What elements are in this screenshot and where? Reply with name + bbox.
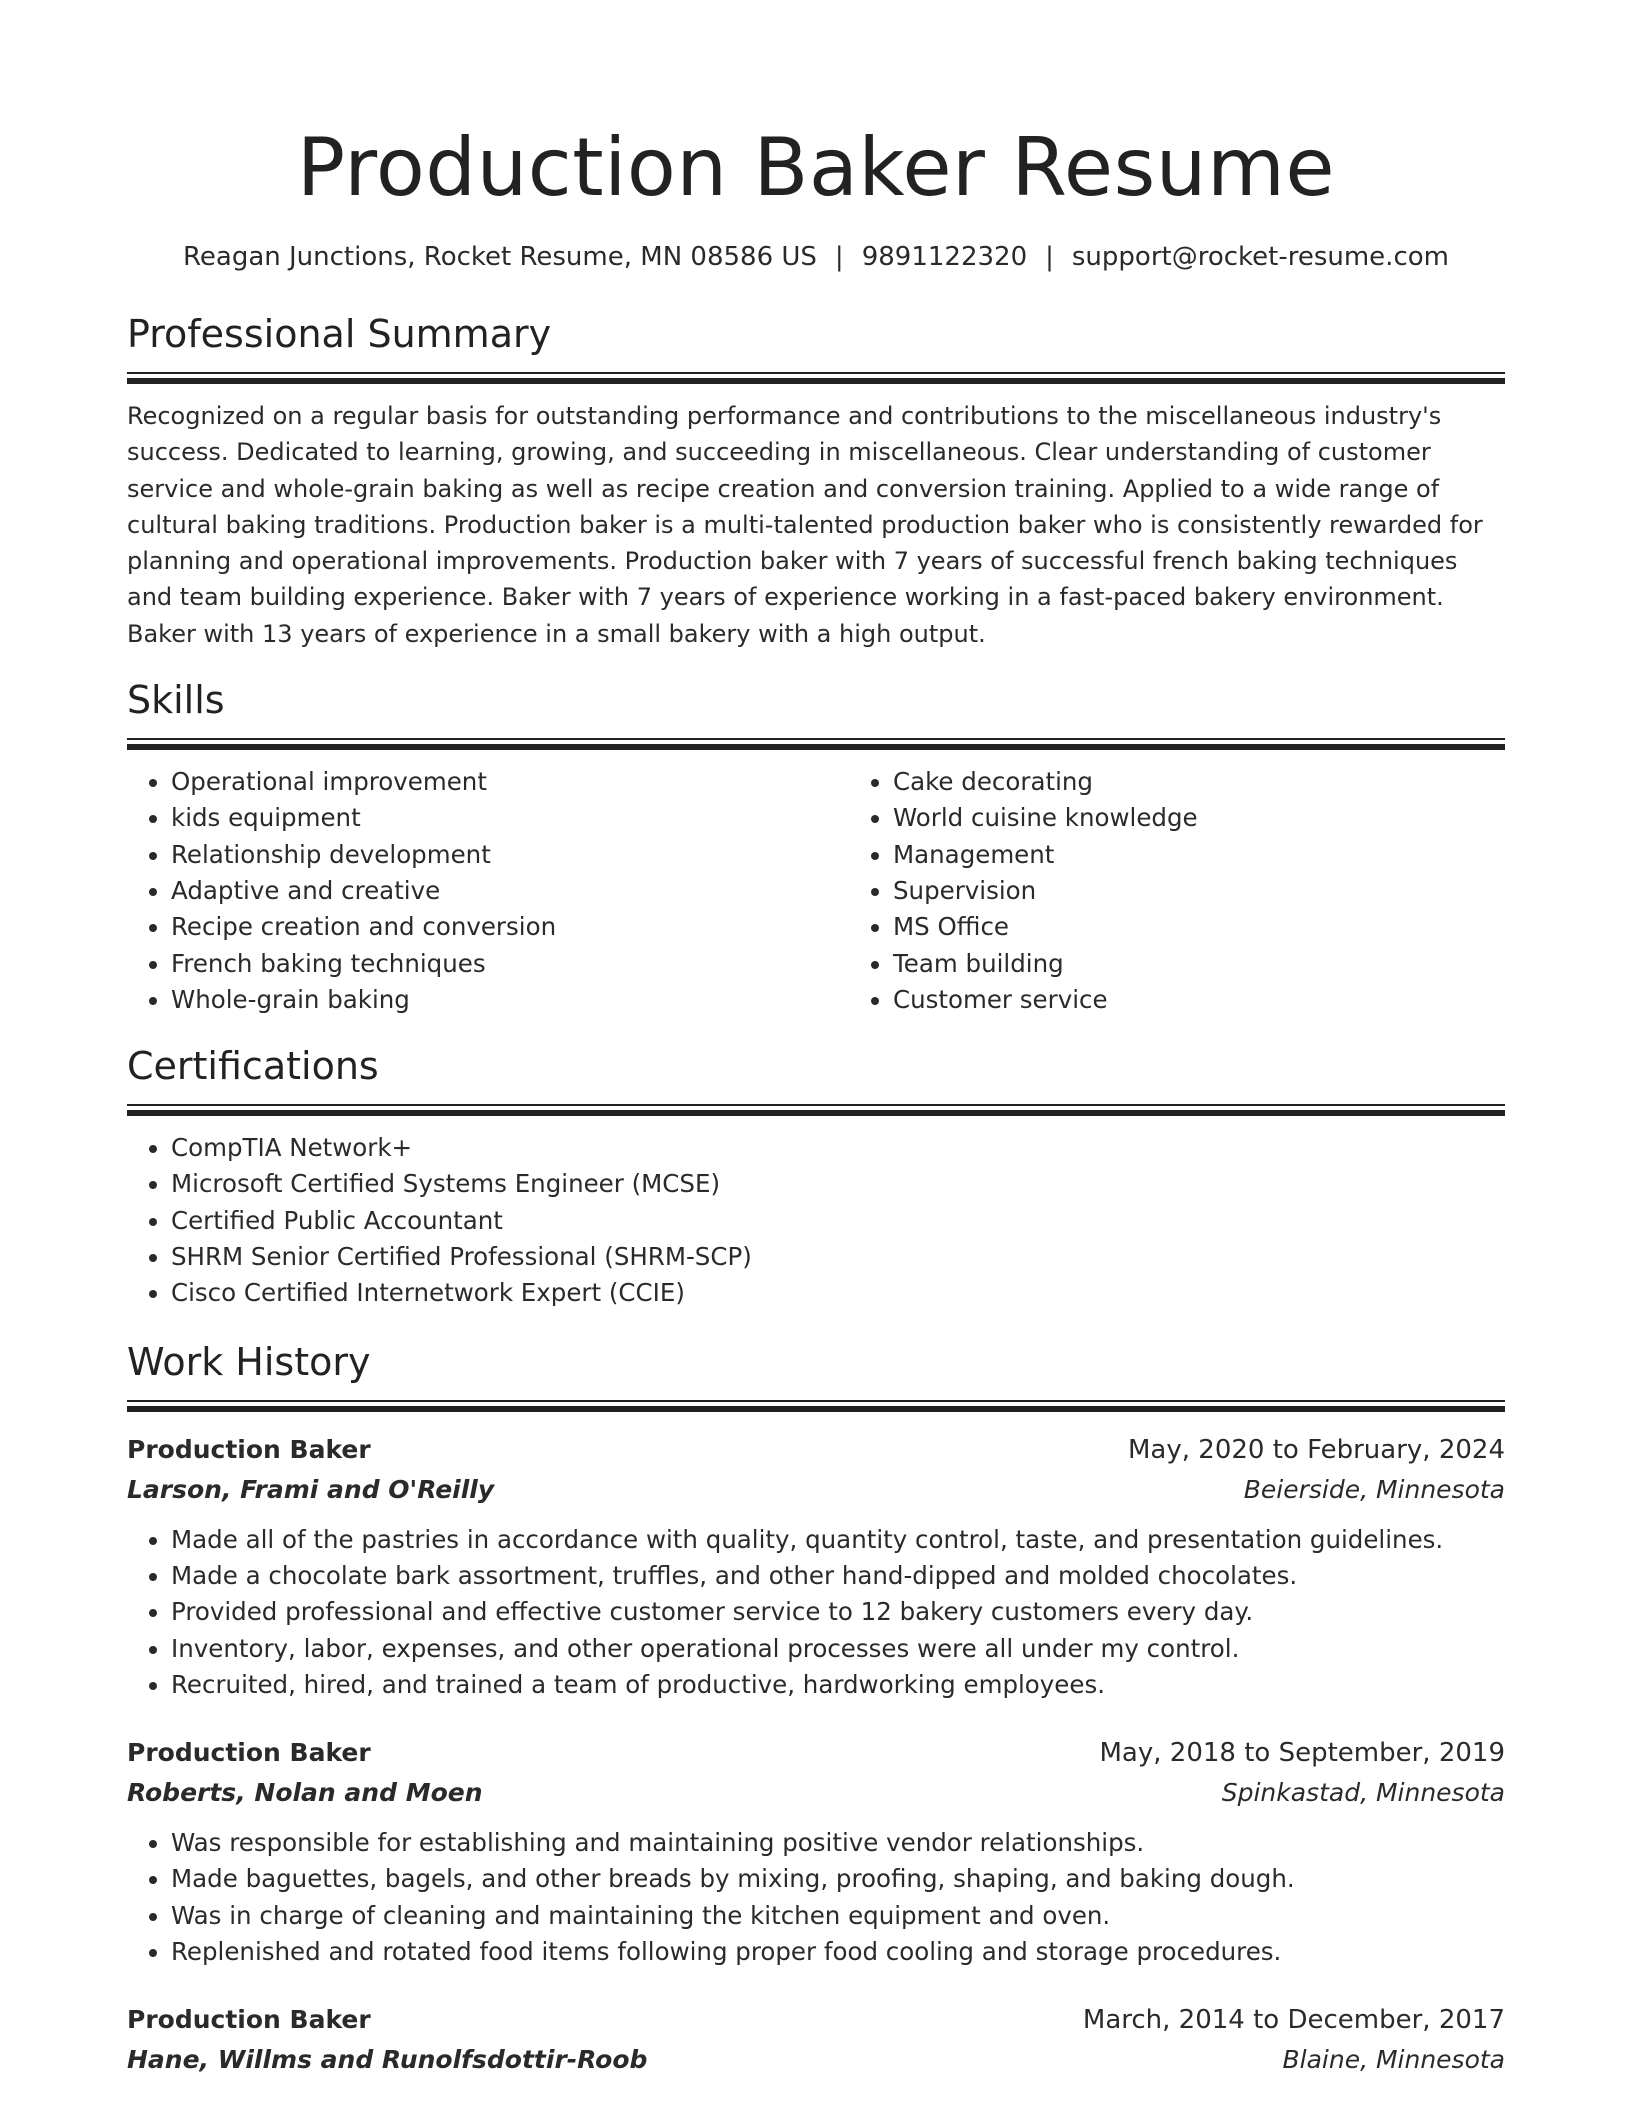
job-duty-item: • Made all of the pastries in accordance with quality, quantity control, taste, and presentation guidelines. (171, 1522, 1505, 1558)
job-company: Roberts, Nolan and Moen (127, 1778, 483, 1808)
job-duty-item: • Replenished and rotated food items following proper food cooling and storage procedures. (171, 1934, 1505, 1970)
job-duty-item: • Provided professional and effective customer service to 12 bakery customers every day. (171, 1594, 1505, 1630)
work-history-section (127, 1338, 1505, 2081)
section-heading-summary: Professional Summary (127, 312, 552, 356)
contact-address: Reagan Junctions, Rocket Resume, MN 08586 US (183, 242, 817, 272)
contact-email: support@rocket-resume.com (1071, 242, 1449, 272)
job-location: Blaine, Minnesota (1282, 2045, 1505, 2075)
certifications-list (127, 1130, 1505, 1311)
job-title: Production Baker (127, 2005, 371, 2035)
job-entry (127, 1430, 1505, 1703)
job-dates: March, 2014 to December, 2017 (1082, 2005, 1505, 2036)
job-subheader-row (127, 1773, 1505, 1813)
job-header-row (127, 1430, 1505, 1470)
skill-item: • Recipe creation and conversion (171, 909, 849, 945)
skill-item: • Supervision (893, 873, 1571, 909)
job-dates: May, 2020 to February, 2024 (1128, 1434, 1505, 1465)
certification-item: • CompTIA Network+ (171, 1130, 1505, 1166)
skills-grid (127, 750, 1505, 1018)
section-divider (127, 372, 1505, 384)
contact-separator: | (1045, 242, 1054, 272)
skill-item: • Operational improvement (171, 764, 849, 800)
section-divider (127, 1104, 1505, 1116)
job-duties-list (127, 1522, 1505, 1703)
job-title: Production Baker (127, 1434, 371, 1464)
skill-item: • Relationship development (171, 837, 849, 873)
summary-section (127, 310, 1505, 652)
contact-separator: | (834, 242, 844, 272)
section-heading-work-history: Work History (127, 1339, 371, 1384)
summary-text: Recognized on a regular basis for outstanding performance and contributions to the miscellaneous industry's success. Dedicated to learning, growing, and succeeding in miscellaneous. Clear understanding of customer service and whole-grain baking as well as recipe creation and conversion training. Applied to a wide range of cultural baking traditions. Production baker is a multi-talented production baker who is consistently rewarded for planning and operational improvements. Production baker with 7 years of successful french baking techniques and team building experience. Baker with 7 years of experience working in a fast-paced bakery environment. Baker with 13 years of experience in a small bakery with a high output. (127, 402, 1483, 648)
skill-item: • Team building (893, 946, 1571, 982)
skill-item: • MS Office (893, 909, 1571, 945)
certification-item: • SHRM Senior Certified Professional (SHRM-SCP) (171, 1239, 1505, 1275)
job-dates: May, 2018 to September, 2019 (1099, 1738, 1505, 1769)
contact-line (127, 240, 1505, 274)
job-header-row (127, 2000, 1505, 2040)
skills-section (127, 676, 1505, 1018)
section-divider (127, 1400, 1505, 1412)
skill-item: • kids equipment (171, 800, 849, 836)
skill-item: • World cuisine knowledge (893, 800, 1571, 836)
job-entry (127, 1733, 1505, 1970)
job-subheader-row (127, 2040, 1505, 2080)
job-location: Beierside, Minnesota (1243, 1474, 1505, 1504)
job-subheader-row (127, 1470, 1505, 1510)
section-heading-skills: Skills (127, 678, 225, 723)
job-company: Hane, Willms and Runolfsdottir-Roob (127, 2045, 648, 2075)
job-location: Spinkastad, Minnesota (1221, 1778, 1505, 1808)
job-duties-list (127, 1825, 1505, 1970)
job-duty-item: • Was responsible for establishing and maintaining positive vendor relationships. (171, 1825, 1505, 1861)
certifications-section (127, 1042, 1505, 1311)
contact-phone: 9891122320 (861, 242, 1028, 272)
job-company: Larson, Frami and O'Reilly (127, 1474, 495, 1504)
job-duty-item: • Inventory, labor, expenses, and other operational processes were all under my control. (171, 1631, 1505, 1667)
skill-item: • Customer service (893, 982, 1571, 1018)
skill-item: • Cake decorating (893, 764, 1571, 800)
certification-item: • Microsoft Certified Systems Engineer (MCSE) (171, 1166, 1505, 1202)
job-header-row (127, 1733, 1505, 1773)
page-title: Production Baker Resume (296, 121, 1336, 214)
section-heading-certifications: Certifications (127, 1044, 379, 1089)
skills-list-left (127, 764, 849, 1018)
certification-item: • Cisco Certified Internetwork Expert (CCIE) (171, 1275, 1505, 1311)
section-divider (127, 738, 1505, 750)
job-entry (127, 2000, 1505, 2080)
job-duty-item: • Made a chocolate bark assortment, truffles, and other hand-dipped and molded chocolates. (171, 1558, 1505, 1594)
skills-list-right (849, 764, 1571, 1018)
job-title: Production Baker (127, 1738, 371, 1768)
certification-item: • Certified Public Accountant (171, 1203, 1505, 1239)
skill-item: • French baking techniques (171, 946, 849, 982)
skill-item: • Adaptive and creative (171, 873, 849, 909)
job-duty-item: • Made baguettes, bagels, and other breads by mixing, proofing, shaping, and baking dough. (171, 1861, 1505, 1897)
job-duty-item: • Was in charge of cleaning and maintaining the kitchen equipment and oven. (171, 1898, 1505, 1934)
job-duty-item: • Recruited, hired, and trained a team of productive, hardworking employees. (171, 1667, 1505, 1703)
skill-item: • Management (893, 837, 1571, 873)
skill-item: • Whole-grain baking (171, 982, 849, 1018)
